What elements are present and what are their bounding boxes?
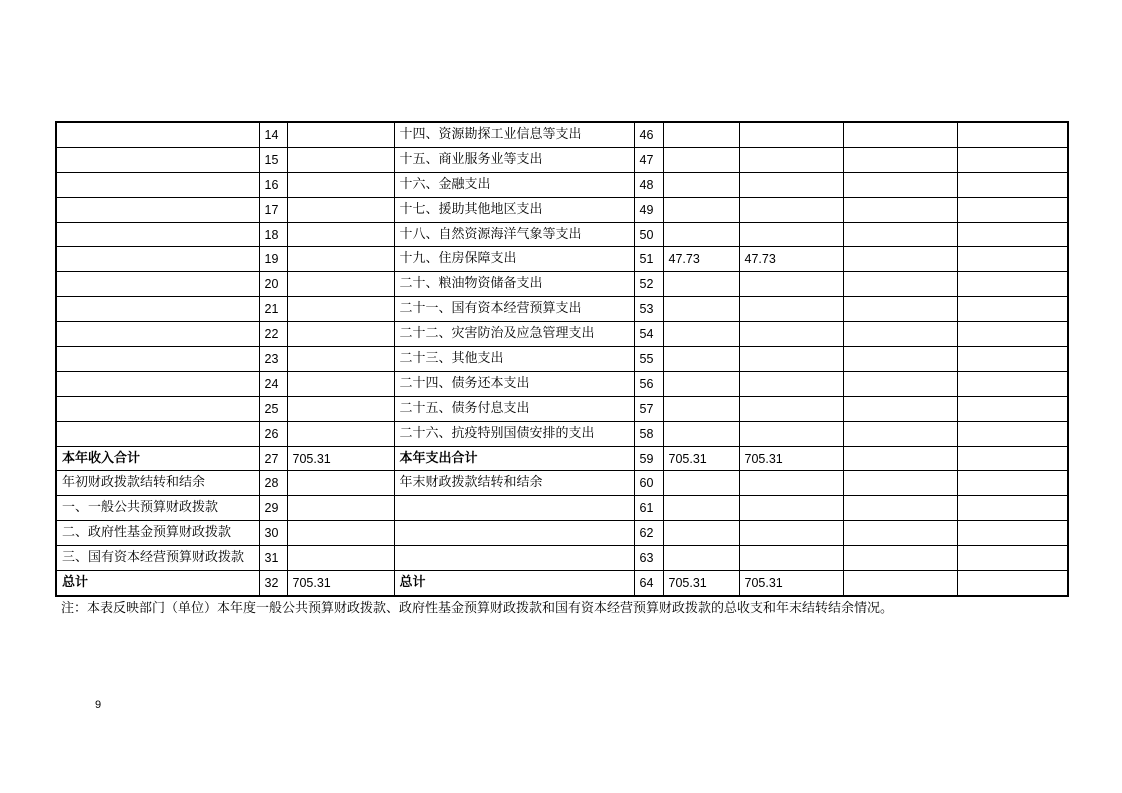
table-cell [843,496,957,521]
table-cell: 二十六、抗疫特别国债安排的支出 [394,421,634,446]
table-cell [663,297,739,322]
table-cell: 47.73 [739,247,843,272]
table-cell: 58 [634,421,663,446]
table-cell [957,546,1068,571]
table-row [56,197,1068,222]
table-cell [56,421,259,446]
table-cell [287,496,394,521]
table-row [56,222,1068,247]
table-cell [739,546,843,571]
table-cell: 53 [634,297,663,322]
page-number: 9 [95,699,102,711]
table-cell [843,421,957,446]
table-cell [957,222,1068,247]
table-cell: 二十二、灾害防治及应急管理支出 [394,322,634,347]
table-row [56,571,1068,596]
table-cell [56,272,259,297]
table-cell [287,172,394,197]
table-cell: 63 [634,546,663,571]
table-cell [394,521,634,546]
table-cell [957,172,1068,197]
table-cell: 47.73 [663,247,739,272]
table-cell [739,396,843,421]
table-cell [287,371,394,396]
table-cell [663,396,739,421]
table-cell [843,571,957,596]
table-cell: 705.31 [739,571,843,596]
table-row [56,272,1068,297]
table-body [56,122,1068,596]
table-cell: 57 [634,396,663,421]
table-cell [843,471,957,496]
table-cell: 二十四、债务还本支出 [394,371,634,396]
table-cell [287,421,394,446]
table-cell [739,347,843,372]
table-cell: 62 [634,521,663,546]
table-cell [56,297,259,322]
table-cell [843,122,957,147]
table-footnote: 注：本表反映部门（单位）本年度一般公共预算财政拨款、政府性基金预算财政拨款和国有资本经营预算财政拨款的总收支和年末结转结余情况。 [61,601,894,616]
table-cell [957,147,1068,172]
table-cell: 48 [634,172,663,197]
table-cell [287,297,394,322]
table-row [56,122,1068,147]
table-cell: 31 [259,546,287,571]
table-cell: 29 [259,496,287,521]
table-cell [739,197,843,222]
table-cell [56,197,259,222]
table-cell [957,446,1068,471]
table-cell [843,546,957,571]
table-row [56,147,1068,172]
table-cell [739,322,843,347]
table-cell: 本年支出合计 [394,446,634,471]
table-cell [287,396,394,421]
table-cell [663,347,739,372]
table-cell [663,471,739,496]
table-cell [843,521,957,546]
table-cell: 十六、金融支出 [394,172,634,197]
table-cell: 705.31 [663,446,739,471]
table-cell [843,347,957,372]
table-cell: 三、国有资本经营预算财政拨款 [56,546,259,571]
table-cell: 30 [259,521,287,546]
table-cell [843,322,957,347]
table-cell [843,396,957,421]
table-cell: 二十三、其他支出 [394,347,634,372]
table-cell: 26 [259,421,287,446]
table-cell: 22 [259,322,287,347]
table-cell [394,496,634,521]
table-row [56,471,1068,496]
table-row [56,546,1068,571]
table-row [56,297,1068,322]
table-cell [739,471,843,496]
table-cell [843,446,957,471]
table-cell [56,396,259,421]
table-cell: 46 [634,122,663,147]
table-cell: 十八、自然资源海洋气象等支出 [394,222,634,247]
table-cell: 21 [259,297,287,322]
table-cell: 年初财政拨款结转和结余 [56,471,259,496]
table-cell [843,371,957,396]
table-row [56,396,1068,421]
table-cell [287,197,394,222]
table-cell [56,147,259,172]
table-cell [957,297,1068,322]
table-cell: 61 [634,496,663,521]
table-cell [663,122,739,147]
table-cell [663,322,739,347]
table-cell [739,297,843,322]
table-cell: 15 [259,147,287,172]
table-cell [56,222,259,247]
table-row [56,496,1068,521]
table-cell: 705.31 [739,446,843,471]
table-row [56,446,1068,471]
table-cell: 64 [634,571,663,596]
table-cell: 十四、资源勘探工业信息等支出 [394,122,634,147]
table-cell: 705.31 [663,571,739,596]
table-cell [287,546,394,571]
table-cell: 二十五、债务付息支出 [394,396,634,421]
table-cell: 32 [259,571,287,596]
table-cell: 年末财政拨款结转和结余 [394,471,634,496]
table-cell [957,347,1068,372]
table-cell [394,546,634,571]
table-cell [663,222,739,247]
table-row [56,371,1068,396]
table-cell: 二十、粮油物资储备支出 [394,272,634,297]
table-cell [56,371,259,396]
table-cell [739,272,843,297]
table-cell [287,147,394,172]
table-cell: 56 [634,371,663,396]
table-cell: 52 [634,272,663,297]
table-cell [739,496,843,521]
table-cell [287,521,394,546]
table-cell: 16 [259,172,287,197]
table-cell [957,272,1068,297]
table-cell: 一、一般公共预算财政拨款 [56,496,259,521]
table-cell: 本年收入合计 [56,446,259,471]
table-cell: 十五、商业服务业等支出 [394,147,634,172]
table-cell [287,322,394,347]
table-cell: 14 [259,122,287,147]
table-cell [957,247,1068,272]
table-cell: 19 [259,247,287,272]
table-cell: 47 [634,147,663,172]
table-cell [739,421,843,446]
table-cell [957,197,1068,222]
table-cell [287,122,394,147]
table-cell: 17 [259,197,287,222]
table-cell [739,172,843,197]
table-cell: 54 [634,322,663,347]
table-cell [957,421,1068,446]
table-row [56,521,1068,546]
table-cell: 55 [634,347,663,372]
table-cell: 59 [634,446,663,471]
table-row [56,172,1068,197]
table-cell [843,147,957,172]
table-row [56,322,1068,347]
table-cell [56,172,259,197]
table-cell [843,222,957,247]
table-cell [663,272,739,297]
table-cell [663,197,739,222]
table-cell: 23 [259,347,287,372]
table-cell [957,122,1068,147]
table-cell: 27 [259,446,287,471]
table-cell [843,247,957,272]
table-cell [739,521,843,546]
table-cell [663,521,739,546]
table-cell [957,521,1068,546]
table-cell [739,222,843,247]
table-cell: 20 [259,272,287,297]
table-cell: 25 [259,396,287,421]
table-cell [739,122,843,147]
table-cell [56,122,259,147]
table-cell: 24 [259,371,287,396]
table-cell: 二十一、国有资本经营预算支出 [394,297,634,322]
table-cell [663,147,739,172]
table-cell [56,347,259,372]
table-row [56,347,1068,372]
table-cell [957,471,1068,496]
table-cell [287,347,394,372]
table-cell [56,247,259,272]
table-cell [287,272,394,297]
table-cell [287,222,394,247]
table-cell: 60 [634,471,663,496]
table-cell: 十七、援助其他地区支出 [394,197,634,222]
table-cell [663,546,739,571]
table-cell [739,371,843,396]
table-cell: 二、政府性基金预算财政拨款 [56,521,259,546]
table-cell [957,496,1068,521]
table-cell [843,172,957,197]
table-cell: 总计 [394,571,634,596]
table-cell: 49 [634,197,663,222]
table-cell: 28 [259,471,287,496]
table-cell [287,247,394,272]
table-cell [957,322,1068,347]
table-cell: 总计 [56,571,259,596]
table-cell: 705.31 [287,446,394,471]
table-cell: 18 [259,222,287,247]
table-cell: 50 [634,222,663,247]
table-cell [957,371,1068,396]
table-cell [957,571,1068,596]
table-cell [663,371,739,396]
budget-table [55,121,1069,597]
table-row [56,421,1068,446]
table-cell: 51 [634,247,663,272]
table-cell [843,297,957,322]
table-cell: 十九、住房保障支出 [394,247,634,272]
table-cell: 705.31 [287,571,394,596]
table-cell [287,471,394,496]
table-row [56,247,1068,272]
table-cell [663,172,739,197]
table-cell [56,322,259,347]
table-cell [739,147,843,172]
table-cell [843,272,957,297]
table-cell [663,496,739,521]
table-cell [957,396,1068,421]
table-cell [663,421,739,446]
table-cell [843,197,957,222]
